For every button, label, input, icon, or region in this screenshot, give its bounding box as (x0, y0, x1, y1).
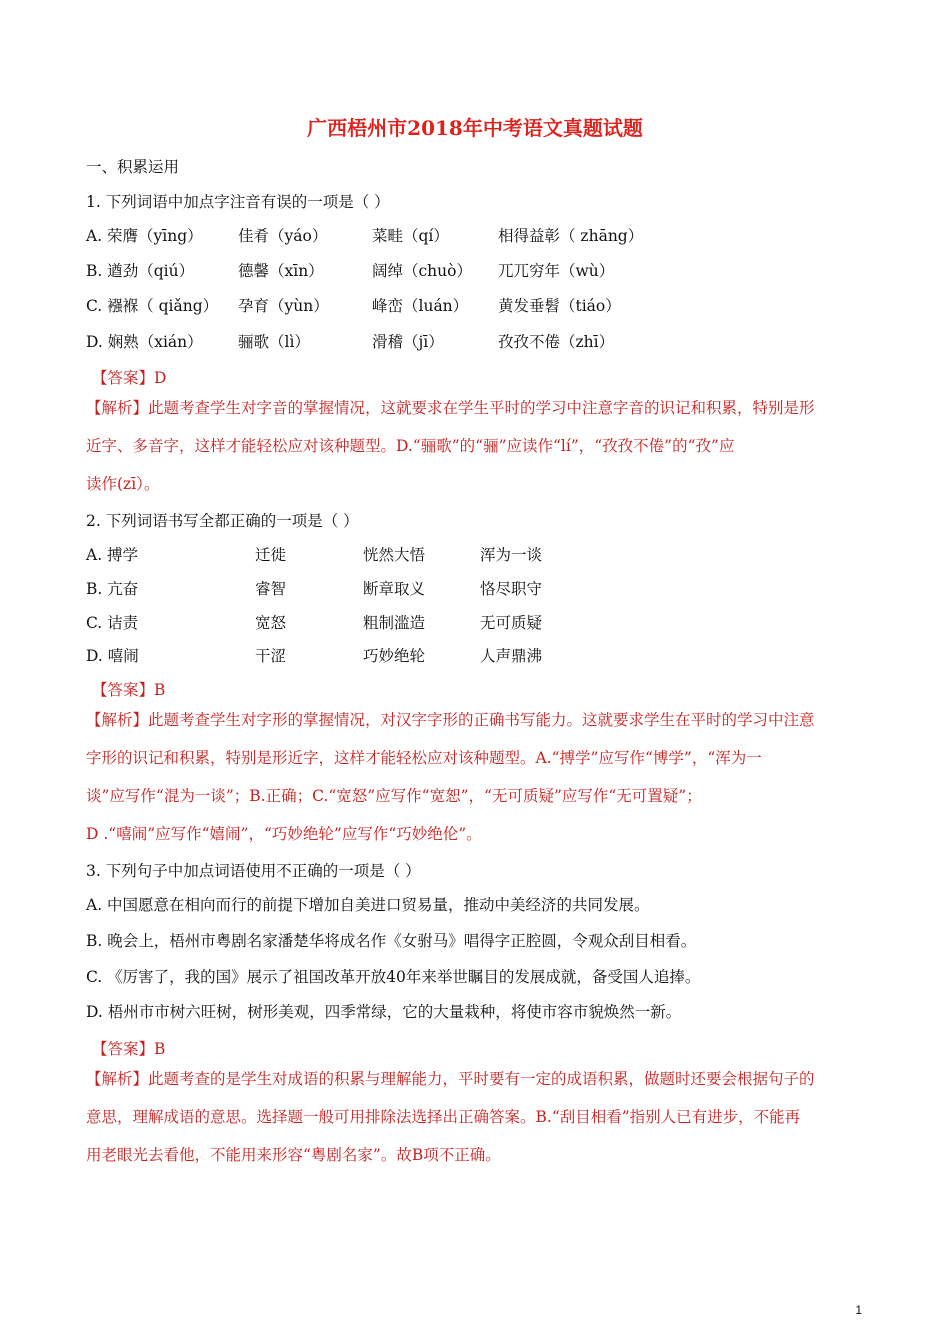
option-cell: 宽怒 (255, 614, 287, 632)
question-3-stem: 3. 下列句子中加点词语使用不正确的一项是（ ） (86, 862, 421, 880)
answer-label: 【答案】D (92, 369, 167, 387)
question-3-option: A. 中国愿意在相向而行的前提下增加自美进口贸易量，推动中美经济的共同发展。 (86, 896, 650, 914)
option-cell: 恪尽职守 (480, 580, 543, 598)
explanation-line: 谈”应写作“混为一谈”；B.正确；C.“宽怒”应写作“宽恕”，“无可质疑”应写作“无可置疑”； (86, 787, 702, 805)
explanation-line: 【解析】此题考查学生对字音的掌握情况，这就要求在学生平时的学习中注意字音的识记和积累，特别是形 (86, 399, 815, 417)
option-cell: B. 亢奋 (86, 580, 139, 598)
explanation-line: 【解析】此题考查的是学生对成语的积累与理解能力，平时要有一定的成语积累，做题时还要会根据句子的 (86, 1070, 815, 1088)
option-cell: 粗制滥造 (363, 614, 426, 632)
explanation-line: 近字、多音字，这样才能轻松应对该种题型。D.“骊歌”的“骊”应读作“lí”，“孜孜不倦”的“孜”应 (86, 437, 735, 455)
option-cell: 恍然大悟 (363, 546, 426, 564)
option-cell: 断章取义 (363, 580, 426, 598)
option-cell: 浑为一谈 (480, 546, 543, 564)
option-cell: 相得益彰（ zhāng） (498, 227, 644, 245)
explanation-line: D .“嘻闹”应写作“嬉闹”，“巧妙绝轮”应写作“巧妙绝伦”。 (86, 825, 482, 843)
explanation-line: 【解析】此题考查学生对字形的掌握情况，对汉字字形的正确书写能力。这就要求学生在平时的学习中注意 (86, 711, 815, 729)
explanation (86, 701, 866, 853)
section-heading: 一、积累运用 (86, 158, 180, 176)
option-cell: 兀兀穷年（wù） (498, 262, 615, 280)
option-cell: A. 搏学 (86, 546, 139, 564)
explanation-line: 字形的识记和积累，特别是形近字，这样才能轻松应对该种题型。A.“搏学”应写作“博学”，“浑为一 (86, 749, 762, 767)
option-cell: 孕育（yùn） (238, 297, 329, 315)
explanation-line: 用老眼光去看他，不能用来形容“粤剧名家”。故B项不正确。 (86, 1146, 501, 1164)
explanation-line: 读作(zī）。 (86, 475, 160, 493)
option-cell: 阔绰（chuò） (372, 262, 472, 280)
question-2-stem: 2. 下列词语书写全都正确的一项是（ ） (86, 512, 359, 530)
page-title: 广西梧州市2018年中考语文真题试题 (307, 116, 643, 140)
option-cell: B. 遒劲（qiú） (86, 262, 195, 280)
explanation (86, 1060, 866, 1174)
option-cell: C. 诘责 (86, 614, 139, 632)
question-3-option: B. 晚会上，梧州市粤剧名家潘楚华将成名作《女驸马》唱得字正腔圆，令观众刮目相看。 (86, 932, 697, 950)
explanation (86, 389, 866, 503)
explanation-line: 意思，理解成语的意思。选择题一般可用排除法选择出正确答案。B.“刮目相看”指别人已有进步，不能再 (86, 1108, 801, 1126)
answer-label: 【答案】B (92, 681, 166, 699)
answer-label: 【答案】B (92, 1040, 166, 1058)
question-1-stem: 1. 下列词语中加点字注音有误的一项是（ ） (86, 193, 390, 211)
option-cell: D. 嘻闹 (86, 647, 139, 665)
question-3-option: D. 梧州市市树六旺树，树形美观，四季常绿，它的大量栽种，将使市容市貌焕然一新。 (86, 1003, 682, 1021)
option-cell: 巧妙绝轮 (363, 647, 426, 665)
question-3-option: C. 《厉害了，我的国》展示了祖国改革开放40年来举世瞩目的发展成就，备受国人追捧。 (86, 968, 701, 986)
option-cell: 骊歌（lì） (238, 333, 310, 351)
option-cell: 迁徙 (255, 546, 287, 564)
option-cell: 人声鼎沸 (480, 647, 543, 665)
option-cell: A. 荣膺（yīng） (86, 227, 203, 245)
option-cell: 菜畦（qí） (372, 227, 449, 245)
option-cell: 滑稽（jī） (372, 333, 444, 351)
option-cell: 黄发垂髫（tiáo） (498, 297, 621, 315)
option-cell: 睿智 (255, 580, 287, 598)
option-cell: 佳肴（yáo） (238, 227, 328, 245)
option-cell: D. 娴熟（xián） (86, 333, 203, 351)
option-cell: 德馨（xīn） (238, 262, 324, 280)
option-cell: 孜孜不倦（zhī） (498, 333, 615, 351)
option-cell: 无可质疑 (480, 614, 543, 632)
page-number: 1 (855, 1303, 862, 1317)
option-cell: 干涩 (255, 647, 287, 665)
option-cell: C. 襁褓（ qiǎng） (86, 297, 219, 315)
option-cell: 峰峦（luán） (372, 297, 469, 315)
